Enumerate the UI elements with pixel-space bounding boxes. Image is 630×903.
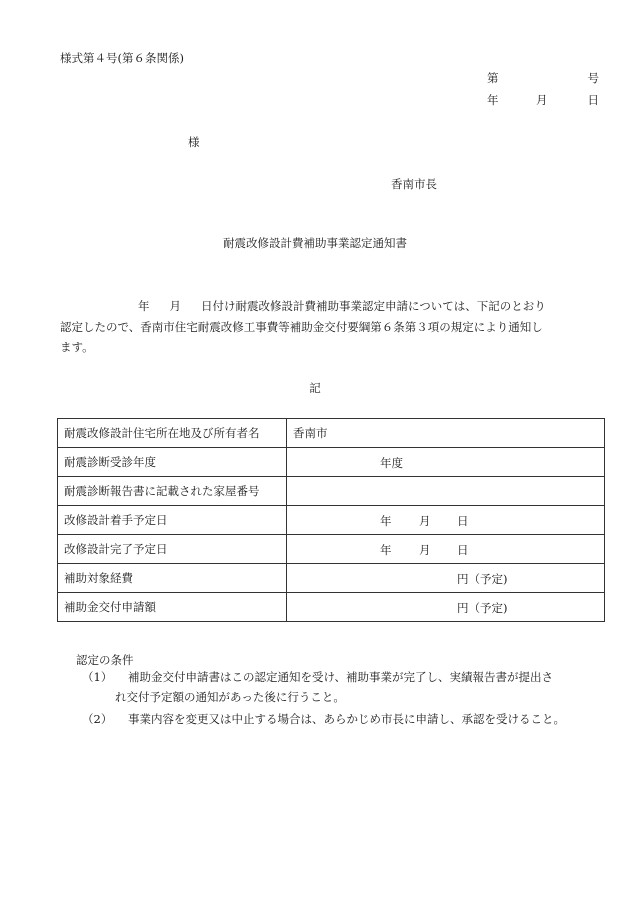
row-label-design-complete: 改修設計完了予定日 xyxy=(58,535,287,564)
addressee-suffix: 様 xyxy=(188,135,200,149)
document-title: 耐震改修設計費補助事業認定通知書 xyxy=(223,236,407,250)
row-label-address-owner: 耐震改修設計住宅所在地及び所有者名 xyxy=(58,419,287,448)
condition-1-number: （1） xyxy=(82,670,113,684)
row-value-subsidy-amount xyxy=(287,593,605,622)
start-year-unit: 年 xyxy=(380,514,392,528)
subsidy-amount-unit: 円（予定) xyxy=(457,601,508,615)
start-day-unit: 日 xyxy=(457,514,469,528)
document-number-suffix: 号 xyxy=(587,71,599,85)
notice-body xyxy=(60,296,610,358)
condition-2-line-1: 事業内容を変更又は中止する場合は、あらかじめ市長に申請し、承認を受けること。 xyxy=(128,712,565,726)
table-row xyxy=(58,477,605,506)
body-line-1-tail: 日付け耐震改修設計費補助事業認定申請については、下記のとおり xyxy=(201,299,546,313)
form-number: 様式第４号(第６条関係) xyxy=(60,51,184,65)
start-month-unit: 月 xyxy=(419,514,431,528)
complete-month-unit: 月 xyxy=(419,543,431,557)
row-value-design-complete xyxy=(287,535,605,564)
row-label-design-start: 改修設計着手予定日 xyxy=(58,506,287,535)
condition-1-line-1: 補助金交付申請書はこの認定通知を受け、補助事業が完了し、実績報告書が提出さ xyxy=(128,670,554,684)
issue-date-day: 日 xyxy=(587,93,599,107)
row-label-subsidy-amount: 補助金交付申請額 xyxy=(58,593,287,622)
body-line-3: ます。 xyxy=(60,340,94,354)
ki-heading: 記 xyxy=(309,381,321,395)
eligible-cost-unit: 円（予定) xyxy=(457,572,508,586)
table-row xyxy=(58,593,605,622)
table-row xyxy=(58,448,605,477)
row-label-diagnosis-year: 耐震診断受診年度 xyxy=(58,448,287,477)
table-row xyxy=(58,535,605,564)
row-value-design-start xyxy=(287,506,605,535)
body-date-month: 月 xyxy=(169,299,181,313)
diagnosis-year-unit: 年度 xyxy=(380,456,403,470)
table-row xyxy=(58,506,605,535)
condition-1-line-2: れ交付予定額の通知があった後に行うこと。 xyxy=(115,690,345,704)
issue-date-month: 月 xyxy=(536,93,548,107)
complete-year-unit: 年 xyxy=(380,543,392,557)
body-line-1 xyxy=(60,296,610,317)
row-value-eligible-cost xyxy=(287,564,605,593)
row-value-address-owner: 香南市 xyxy=(287,419,605,448)
row-label-house-number: 耐震診断報告書に記載された家屋番号 xyxy=(58,477,287,506)
row-value-diagnosis-year xyxy=(287,448,605,477)
conditions-title: 認定の条件 xyxy=(76,653,134,667)
row-value-house-number xyxy=(287,477,605,506)
document-number-prefix: 第 xyxy=(487,71,499,85)
condition-2-number: （2） xyxy=(82,712,113,726)
body-date-year: 年 xyxy=(138,299,150,313)
body-line-2: 認定したので、香南市住宅耐震改修工事費等補助金交付要綱第６条第３項の規定により通知し xyxy=(60,319,543,334)
table-row xyxy=(58,564,605,593)
issue-date-year: 年 xyxy=(487,93,499,107)
info-table xyxy=(57,418,605,622)
row-label-eligible-cost: 補助対象経費 xyxy=(58,564,287,593)
issuer-name: 香南市長 xyxy=(391,177,437,191)
complete-day-unit: 日 xyxy=(457,543,469,557)
table-row xyxy=(58,419,605,448)
